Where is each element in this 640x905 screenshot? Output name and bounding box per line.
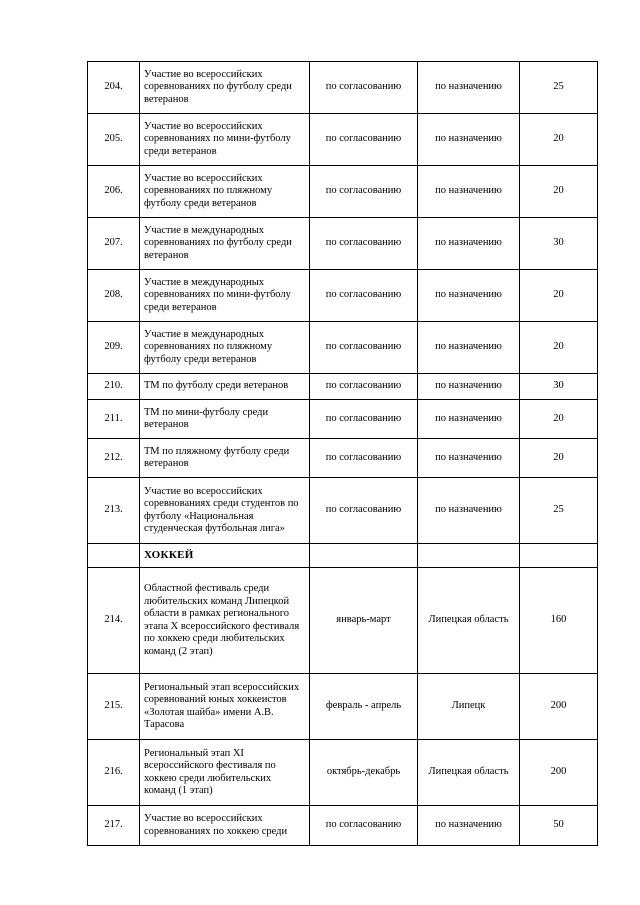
empty-cell <box>310 544 418 568</box>
table-row <box>88 478 598 544</box>
row-number: 207. <box>88 218 140 270</box>
event-dates: по согласованию <box>310 62 418 114</box>
event-dates: по согласованию <box>310 114 418 166</box>
event-place: по назначению <box>418 218 520 270</box>
event-name: ТМ по футболу среди ветеранов <box>140 374 310 400</box>
table-row <box>88 114 598 166</box>
section-heading-hockey: ХОККЕЙ <box>140 544 310 568</box>
empty-cell <box>418 544 520 568</box>
row-number: 209. <box>88 322 140 374</box>
event-dates: по согласованию <box>310 322 418 374</box>
table-row <box>88 270 598 322</box>
event-place: по назначению <box>418 270 520 322</box>
table-row <box>88 740 598 806</box>
event-dates: октябрь-декабрь <box>310 740 418 806</box>
event-place: по назначению <box>418 400 520 439</box>
participants-count: 20 <box>520 400 598 439</box>
participants-count: 20 <box>520 114 598 166</box>
event-name: Участие во всероссийских соревнованиях по пляжному футболу среди ветеранов <box>140 166 310 218</box>
participants-count: 30 <box>520 218 598 270</box>
row-number: 206. <box>88 166 140 218</box>
empty-cell <box>88 544 140 568</box>
participants-count: 20 <box>520 439 598 478</box>
event-dates: по согласованию <box>310 439 418 478</box>
event-place: Липецк <box>418 674 520 740</box>
participants-count: 20 <box>520 270 598 322</box>
event-dates: по согласованию <box>310 806 418 846</box>
event-dates: январь-март <box>310 568 418 674</box>
participants-count: 200 <box>520 740 598 806</box>
event-name: Участие в международных соревнованиях по пляжному футболу среди ветеранов <box>140 322 310 374</box>
row-number: 216. <box>88 740 140 806</box>
row-number: 211. <box>88 400 140 439</box>
event-name: ТМ по пляжному футболу среди ветеранов <box>140 439 310 478</box>
table-row <box>88 568 598 674</box>
event-dates: по согласованию <box>310 166 418 218</box>
table-row <box>88 806 598 846</box>
event-dates: по согласованию <box>310 374 418 400</box>
event-place: по назначению <box>418 322 520 374</box>
event-name: Участие в международных соревнованиях по футболу среди ветеранов <box>140 218 310 270</box>
event-dates: по согласованию <box>310 218 418 270</box>
table-row <box>88 400 598 439</box>
table-row <box>88 374 598 400</box>
table-row <box>88 62 598 114</box>
participants-count: 20 <box>520 322 598 374</box>
participants-count: 30 <box>520 374 598 400</box>
event-place: Липецкая область <box>418 740 520 806</box>
row-number: 214. <box>88 568 140 674</box>
participants-count: 50 <box>520 806 598 846</box>
participants-count: 20 <box>520 166 598 218</box>
event-name: Участие во всероссийских соревнованиях по футболу среди ветеранов <box>140 62 310 114</box>
event-place: по назначению <box>418 439 520 478</box>
event-place: по назначению <box>418 166 520 218</box>
event-name: ТМ по мини-футболу среди ветеранов <box>140 400 310 439</box>
row-number: 213. <box>88 478 140 544</box>
table-row <box>88 218 598 270</box>
participants-count: 160 <box>520 568 598 674</box>
empty-cell <box>520 544 598 568</box>
row-number: 205. <box>88 114 140 166</box>
event-name: Региональный этап всероссийских соревнований юных хоккеистов «Золотая шайба» имени А.В. Тарасова <box>140 674 310 740</box>
event-place: по назначению <box>418 806 520 846</box>
table-row <box>88 439 598 478</box>
row-number: 215. <box>88 674 140 740</box>
table-row <box>88 322 598 374</box>
event-dates: по согласованию <box>310 478 418 544</box>
event-name: Участие во всероссийских соревнованиях среди студентов по футболу «Национальная студенческая футбольная лига» <box>140 478 310 544</box>
participants-count: 25 <box>520 478 598 544</box>
event-dates: по согласованию <box>310 400 418 439</box>
event-dates: февраль - апрель <box>310 674 418 740</box>
row-number: 208. <box>88 270 140 322</box>
event-place: по назначению <box>418 374 520 400</box>
event-place: Липецкая область <box>418 568 520 674</box>
participants-count: 200 <box>520 674 598 740</box>
row-number: 212. <box>88 439 140 478</box>
row-number: 210. <box>88 374 140 400</box>
event-place: по назначению <box>418 62 520 114</box>
table-row <box>88 674 598 740</box>
event-place: по назначению <box>418 478 520 544</box>
event-name: Участие во всероссийских соревнованиях по мини-футболу среди ветеранов <box>140 114 310 166</box>
event-name: Региональный этап XI всероссийского фестиваля по хоккею среди любительских команд (1 этап) <box>140 740 310 806</box>
row-number: 204. <box>88 62 140 114</box>
row-number: 217. <box>88 806 140 846</box>
events-table <box>87 61 598 846</box>
event-dates: по согласованию <box>310 270 418 322</box>
section-row <box>88 544 598 568</box>
participants-count: 25 <box>520 62 598 114</box>
event-name: Участие в международных соревнованиях по мини-футболу среди ветеранов <box>140 270 310 322</box>
event-place: по назначению <box>418 114 520 166</box>
event-name: Участие во всероссийских соревнованиях по хоккею среди <box>140 806 310 846</box>
event-name: Областной фестиваль среди любительских команд Липецкой области в рамках регионального этапа X всероссийского фестиваля по хоккею среди любительских команд (2 этап) <box>140 568 310 674</box>
table-row <box>88 166 598 218</box>
